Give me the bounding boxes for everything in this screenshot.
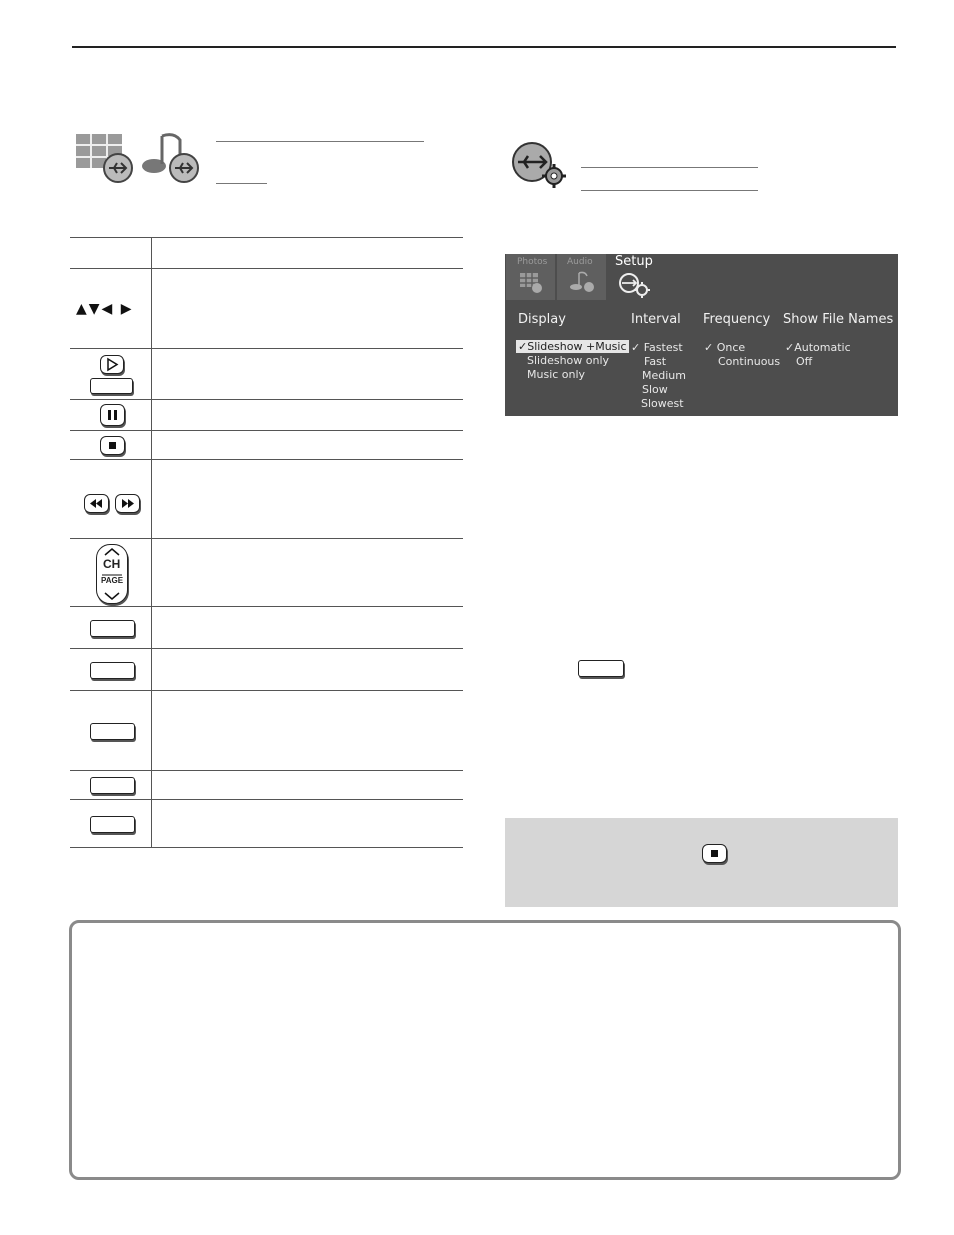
ch-label: CH (103, 557, 121, 571)
display-option-music-only[interactable]: Music only (527, 368, 586, 381)
display-header: Display (518, 312, 566, 327)
tab-photos[interactable]: Photos (506, 254, 555, 300)
ch-page-rocker-icon (96, 544, 128, 604)
interval-option-slow[interactable]: Slow (642, 383, 668, 396)
table-rule (70, 799, 463, 800)
play-button-icon (100, 355, 124, 374)
file-names-option-automatic[interactable]: ✓Automatic (785, 341, 851, 354)
interval-option-medium[interactable]: Medium (642, 369, 686, 382)
tab-audio[interactable]: Audio (557, 254, 606, 300)
table-rule (70, 430, 463, 431)
setup-tab-icon (617, 272, 653, 298)
page-label: PAGE (101, 576, 124, 585)
interval-option-slowest[interactable]: Slowest (641, 397, 684, 410)
arrow-keys-icon: ▲▼◀ ▶ (76, 301, 134, 317)
header-rule-1 (216, 141, 424, 142)
setup-rule-2 (581, 190, 758, 191)
table-rule (70, 268, 463, 269)
table-rule (70, 648, 463, 649)
display-option-slideshow-only[interactable]: Slideshow only (527, 354, 610, 367)
show-file-names-header: Show File Names (783, 312, 894, 327)
frequency-option-once[interactable]: ✓ Once (704, 341, 746, 354)
table-rule (70, 770, 463, 771)
interval-option-fastest[interactable]: ✓ Fastest (631, 341, 683, 354)
blank-button-icon (90, 777, 135, 794)
fast-forward-button-icon (115, 494, 140, 513)
table-rule (70, 399, 463, 400)
table-rule (70, 847, 463, 848)
blank-button-icon (90, 662, 135, 679)
bottom-info-box (69, 920, 901, 1180)
table-divider (151, 237, 152, 848)
rewind-button-icon (84, 494, 109, 513)
setup-rule-1 (581, 167, 758, 168)
blank-button-icon (90, 620, 135, 637)
table-rule (70, 459, 463, 460)
blank-button-icon (90, 378, 133, 394)
audio-tab-icon (569, 271, 597, 295)
table-rule (70, 606, 463, 607)
stop-button-icon (100, 436, 125, 455)
display-option-slideshow-music[interactable]: ✓Slideshow +Music (518, 340, 627, 353)
interval-option-fast[interactable]: Fast (644, 355, 667, 368)
top-rule (72, 46, 896, 48)
table-rule (70, 538, 463, 539)
frequency-header: Frequency (703, 312, 771, 327)
note-box (505, 818, 898, 907)
table-rule (70, 690, 463, 691)
frequency-option-continuous[interactable]: Continuous (718, 355, 781, 368)
photos-usb-icon (74, 130, 136, 184)
blank-button-icon (90, 816, 135, 833)
setup-menu-screen (505, 254, 898, 416)
stop-button-icon (702, 844, 727, 863)
header-rule-2 (216, 183, 267, 184)
music-usb-icon (140, 130, 202, 184)
table-rule (70, 348, 463, 349)
setup-usb-gear-icon (510, 140, 570, 190)
interval-header: Interval (631, 312, 681, 327)
table-rule (70, 237, 463, 238)
blank-button-icon (90, 723, 135, 740)
file-names-option-off[interactable]: Off (796, 355, 813, 368)
pause-button-icon (100, 404, 125, 426)
tab-setup[interactable]: Setup (615, 254, 653, 269)
photos-tab-icon (518, 271, 544, 295)
blank-button-icon (578, 660, 624, 677)
